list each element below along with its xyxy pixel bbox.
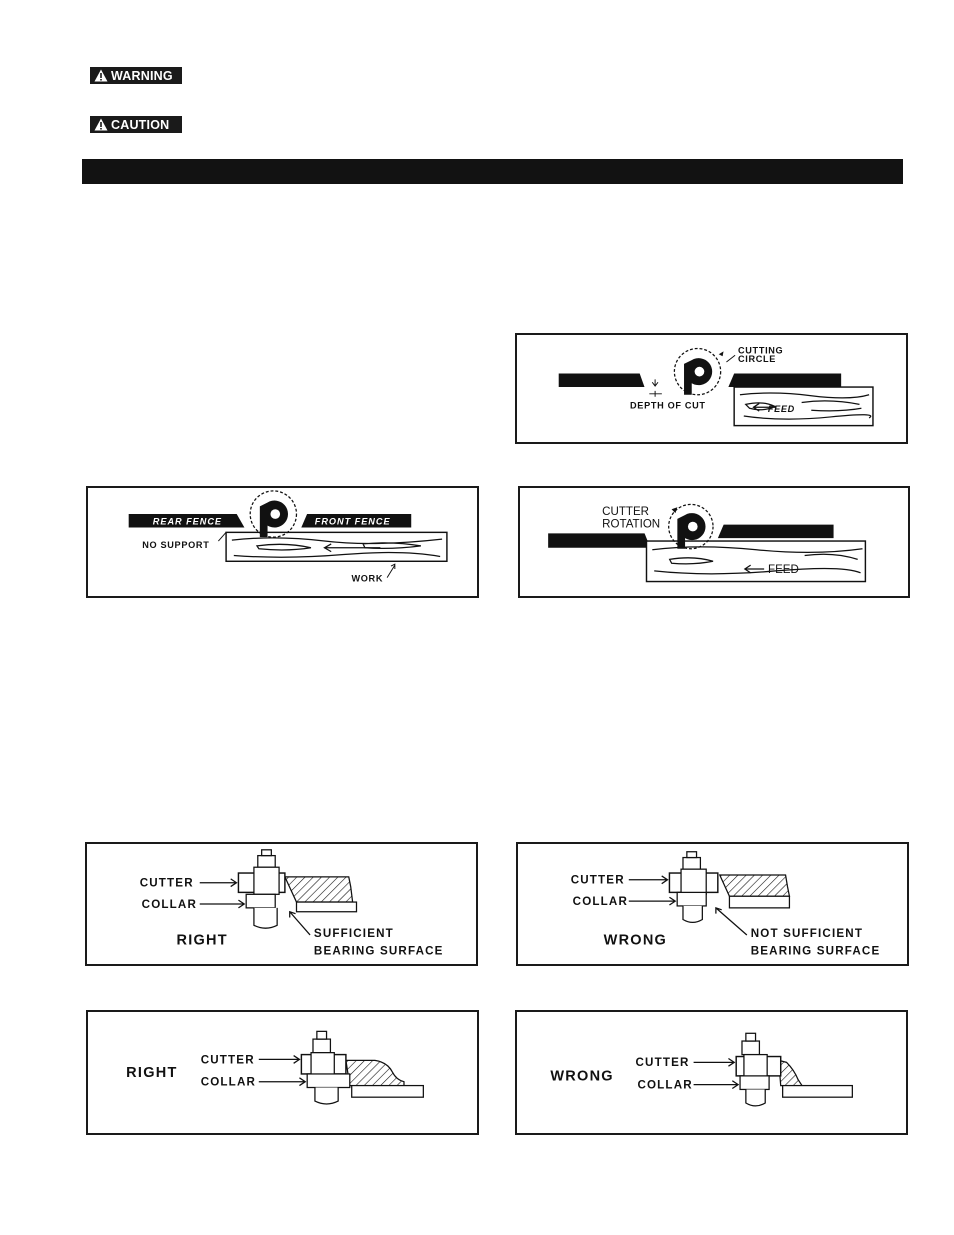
figure-depth-of-cut — [515, 333, 908, 444]
workpiece-section — [720, 875, 790, 896]
depth-of-cut-label: DEPTH OF CUT — [630, 400, 706, 411]
verdict-wrong-label: WRONG — [550, 1068, 614, 1085]
note-line-1: SUFFICIENT — [313, 926, 394, 940]
cutter-rotation-label-2: ROTATION — [602, 518, 661, 531]
table — [297, 902, 357, 912]
cutter-label: CUTTER — [570, 873, 625, 887]
verdict-wrong-label: WRONG — [603, 932, 668, 949]
spindle-nut — [683, 858, 700, 870]
figure-bearing-right — [85, 842, 478, 966]
front-fence-label: FRONT FENCE — [314, 516, 391, 527]
figure-cutter-rotation — [518, 486, 910, 598]
figure-collar-right — [86, 1010, 479, 1135]
rear-fence-label: REAR FENCE — [152, 516, 222, 527]
section-header-bar — [82, 159, 903, 184]
cutter-label: CUTTER — [139, 876, 194, 890]
feed-label: FEED — [767, 404, 795, 415]
spindle — [746, 1089, 765, 1105]
no-support-label: NO SUPPORT — [142, 539, 210, 550]
work-label: WORK — [351, 573, 384, 584]
spindle — [315, 1088, 338, 1104]
table — [783, 1086, 853, 1098]
warning-badge — [90, 67, 182, 84]
warning-triangle-icon — [94, 69, 108, 82]
collar-label: COLLAR — [637, 1078, 693, 1092]
spindle — [683, 906, 702, 922]
workpiece-section — [779, 1060, 802, 1085]
collar — [307, 1074, 350, 1088]
table — [352, 1086, 424, 1098]
verdict-right-label: RIGHT — [176, 932, 228, 949]
cutting-circle-label-2: CIRCLE — [738, 353, 777, 364]
cutting-circle-label-1: CUTTING — [738, 345, 784, 356]
caution-badge — [90, 116, 182, 133]
spindle-nut — [313, 1039, 330, 1053]
warning-label: WARNING — [111, 68, 173, 83]
figure-bearing-wrong — [516, 842, 909, 966]
caution-triangle-icon — [94, 118, 108, 131]
note-line-2: BEARING SURFACE — [313, 944, 444, 958]
spindle-nut — [258, 856, 275, 868]
front-table — [728, 374, 841, 387]
workpiece-section — [285, 877, 353, 902]
figure-fences — [86, 486, 479, 598]
cutter-label: CUTTER — [635, 1056, 690, 1070]
workpiece-section — [346, 1060, 404, 1085]
front-table — [718, 525, 834, 539]
collar — [677, 892, 706, 906]
caution-label: CAUTION — [111, 117, 170, 132]
feed-label: FEED — [768, 563, 799, 576]
spindle-nut — [742, 1041, 759, 1055]
collar — [740, 1076, 769, 1090]
collar-label: COLLAR — [572, 894, 629, 908]
cutter-rotation-label-1: CUTTER — [602, 506, 650, 518]
note-line-2: BEARING SURFACE — [750, 944, 881, 958]
verdict-right-label: RIGHT — [126, 1064, 178, 1081]
rear-table — [559, 374, 645, 387]
note-line-1: NOT SUFFICIENT — [750, 926, 864, 940]
collar — [246, 894, 275, 908]
spindle — [254, 908, 277, 928]
table — [729, 896, 789, 908]
figure-collar-wrong — [515, 1010, 908, 1135]
rear-table — [548, 533, 650, 547]
collar-label: COLLAR — [200, 1075, 257, 1089]
cutter-head — [684, 358, 712, 395]
collar-label: COLLAR — [141, 897, 198, 911]
cutter-label: CUTTER — [200, 1053, 255, 1067]
